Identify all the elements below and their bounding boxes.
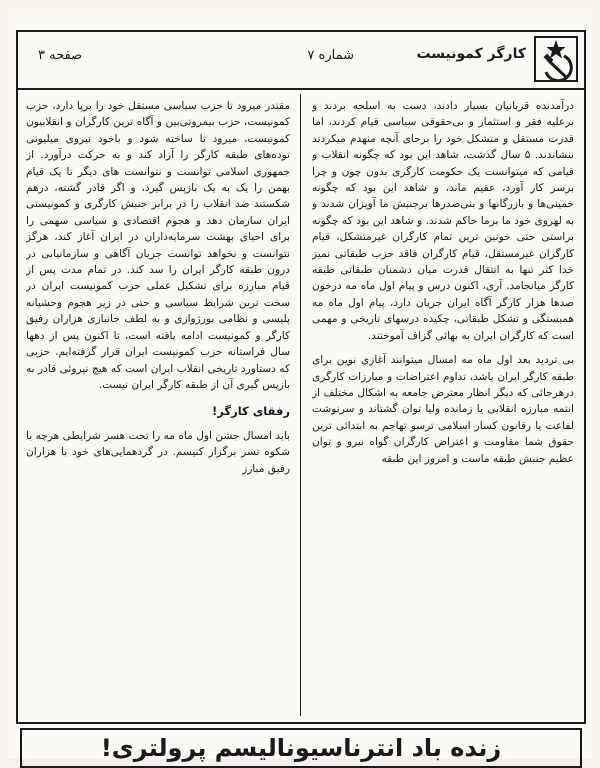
page-frame xyxy=(16,30,586,724)
newspaper-title: کارگر کمونیست xyxy=(416,46,526,62)
article-columns xyxy=(18,88,584,722)
column-divider xyxy=(300,94,301,716)
slogan-banner xyxy=(20,728,582,768)
left-column xyxy=(26,98,290,714)
masthead-header xyxy=(18,32,584,90)
left-column-paragraph-1: مقتدر میرود تا حزب سیاسی مستقل خود را برپا دارد، حزب کمونیست، حزب بیمروتی‌بین و آگاه ترین کارگران و انقلابیون کمونیست، میرود تا ساخته شود و باخود نیروی میلیونی توده‌های طبقه کارگر را آزاد کند و به حرکت درآورد. از جمهوری اسلامی توانست و نتوانست های دیگر تا یک قیام بهمن را یک به یک بازپس گیرد، و اگر قادر گشته، درهم شکستند ضد انقلاب را در برابر جنبش کارگری و کمونیستی ایران سازمان دهد و هجوم اقتصادی و سیاسی سهمی را برای احیای بهشت سرمایه‌داران در ایران آغاز کند، هرگز نتوانست و نخواهد توانست جریان آگاهی و سازمانیابی در درون طبقه کارگر ایران را سد کند. در تمام مدت پس از قیام مبارزه برای تشکیل عملی حزب کمونیست ایران در سخت ترین شرایط سیاسی و حتی در زیر هجوم وحشیانه پلیسی و نظامی بورژوازی و به لطف جانبازی هزاران رفیق کارگر و کمونیست ادامه یافته است، تا اکنون پس از دهها سال فراستانه حزب کمونیست ایران قرار گرفته‌ایم. حزبی که دستاورد تاریخی انقلاب ایران است که هیچ نیروئی قادر به بازپس گیری آن از طبقه کارگر ایران نیست. xyxy=(26,100,290,391)
right-column-paragraph-1: درآمدنده قربانیان بسیار دادند، دست به اسلحه بردند و برعلیه فقر و استثمار و بی‌حقوقی سیاسی قیام کردند، اما قدرت مستقل و متشکل خود را برجای آنچه منهدم میکردند ننشاندند. ۵ سال گذشت، شاهد این بود که چگونه انقلاب و قیامی که میتوانست یک حکومت کارگری بدون چون و چرا برسر کار آورد، عقیم ماند، و شاهد این بود که چگونه خمینی‌ها و بازرگانها و بنی‌صدرها برجنبش ما آویزان شدند و به لهروی خود ما برما حاکم شدند. و شاهد این بود که چگونه براستی حتی خونین ترین تمام کارگران غیرمتشکل، قیام کارگران غیرمستقل، قیام کارگران فاقد حزب طبقاتی نمیز خدا کثر تنها به انتقال قدرت میان دشمنان طبقاتی طبقه کارگر میانجامد. آری، اکنون درس و پیام اول ماه مه درخون صدها هزار کارگر آگاه ایران جریان دارد، پیام اول ماه مه همبستگی و تشکل طبقاتی، چکیده درسهای تاریخی و مهمی است که کارگران ایران به بهائی گزاف آموختند. xyxy=(312,100,574,342)
left-column-paragraph-2: باید امسال جشن اول ماه مه را تحت هسر شرایطی هرچه با شکوه تسر برگزار کنیسم. در گردهمایی‌های خود با هزاران رفیق مبارز xyxy=(26,429,290,475)
newspaper-page xyxy=(8,8,592,762)
issue-number: شماره ۷ xyxy=(307,48,354,63)
hammer-sickle-icon xyxy=(534,36,578,82)
section-heading: رفقای کارگر! xyxy=(211,404,290,419)
right-column xyxy=(312,98,574,714)
right-column-paragraph-2: بی تردید بعد اول ماه مه امسال میتوانند آغازی نوین برای طبقه کارگر ایران باشد، تداوم اعتراضات و مبارزات کارگری درهرجائی که دیگر انظار معترض جامعه به اشکال مختلف از انتمه مبارزه انقلابی یا زمانده ولیا توان گشتاند و سرنوشت لفاعت یا رقانون کسار اسلامی ترسو تهاجم به ابتدائی ترین حقوق شما مقاومت و اعتراض کارگران گواه نیرو و توان عظیم جنبش طبقه ماست و امروز این طبقه xyxy=(312,354,574,465)
page-number: صفحه ۳ xyxy=(38,48,83,63)
slogan-text: زنده باد انترناسیونالیسم پرولتری! xyxy=(100,734,502,762)
